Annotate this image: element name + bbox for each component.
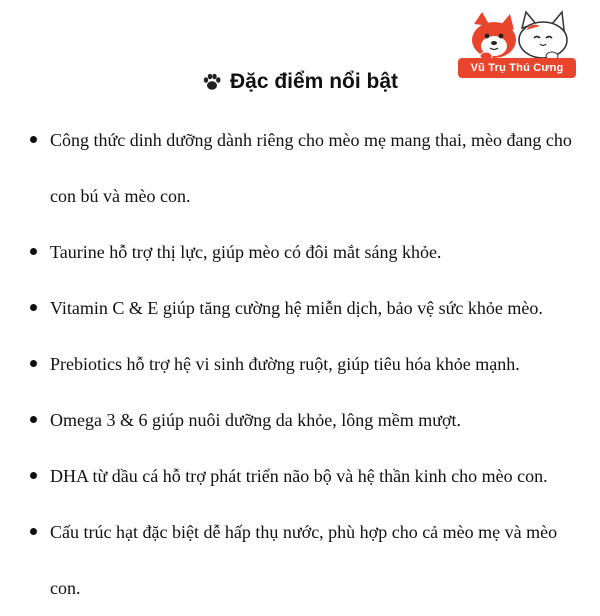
page-title: Đặc điểm nổi bật	[229, 70, 399, 93]
paw-icon	[202, 72, 222, 92]
feature-text: Prebiotics hỗ trợ hệ vi sinh đường ruột, giúp tiêu hóa khỏe mạnh.	[50, 354, 520, 374]
logo-text: Vũ Trụ Thú Cưng	[458, 58, 576, 78]
feature-text: Taurine hỗ trợ thị lực, giúp mèo có đôi mắt sáng khỏe.	[50, 242, 442, 262]
bullet	[30, 472, 37, 479]
feature-text: Công thức dinh dưỡng dành riêng cho mèo mẹ mang thai, mèo đang cho con bú và mèo con.	[50, 130, 572, 206]
bullet	[30, 136, 37, 143]
bullet	[30, 416, 37, 423]
list-item	[30, 112, 590, 224]
feature-text: Omega 3 & 6 giúp nuôi dưỡng da khỏe, lông mềm mượt.	[50, 410, 462, 430]
list-item	[30, 280, 590, 336]
brand-logo	[458, 10, 578, 78]
list-item	[30, 336, 590, 392]
section-heading	[0, 70, 600, 94]
bullet	[30, 528, 37, 535]
feature-text: DHA từ dầu cá hỗ trợ phát triển não bộ và hệ thần kinh cho mèo con.	[50, 466, 548, 486]
bullet	[30, 248, 37, 255]
list-item	[30, 224, 590, 280]
bullet	[30, 360, 37, 367]
bullet	[30, 304, 37, 311]
feature-text: Vitamin C & E giúp tăng cường hệ miễn dịch, bảo vệ sức khỏe mèo.	[50, 298, 543, 318]
feature-list	[30, 112, 590, 616]
list-item	[30, 504, 590, 616]
dog-cat-mascot-icon	[460, 10, 576, 60]
list-item	[30, 448, 590, 504]
list-item	[30, 392, 590, 448]
feature-text: Cấu trúc hạt đặc biệt dễ hấp thụ nước, phù hợp cho cả mèo mẹ và mèo con.	[50, 522, 558, 598]
